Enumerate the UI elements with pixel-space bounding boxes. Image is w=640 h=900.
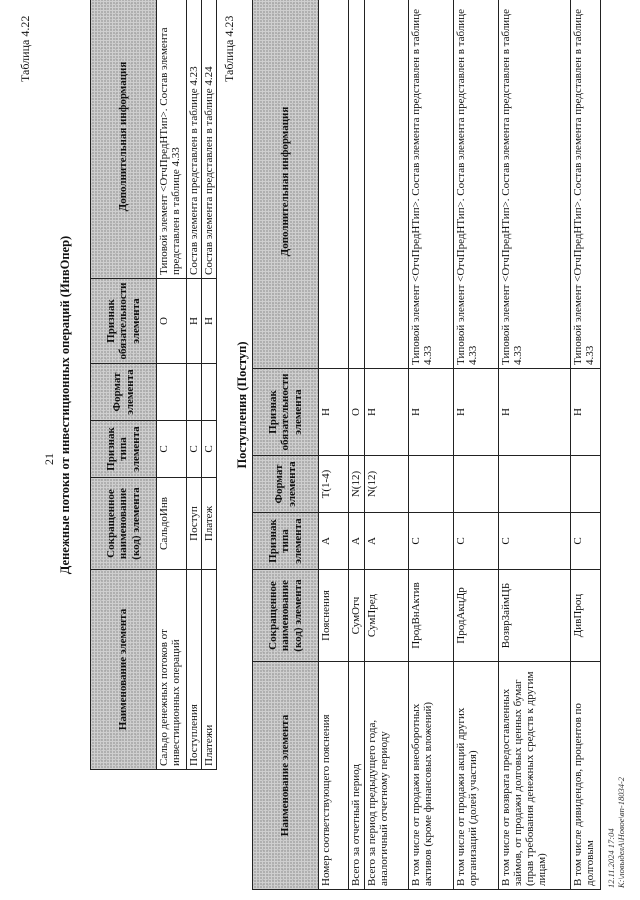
cell-info: Типовой элемент <ОтчПредНТип>. Состав элемента представлен в таблице 4.33 xyxy=(157,0,187,279)
cell-required: Н xyxy=(365,369,409,456)
cell-code: ПродВнАктив xyxy=(409,570,454,662)
cell-name: Номер соответствующего пояснения xyxy=(319,662,349,890)
cell-required: Н xyxy=(571,369,601,456)
cell-format xyxy=(499,456,571,513)
document-footer xyxy=(607,777,627,888)
cell-format: N(12) xyxy=(365,456,409,513)
cell-info xyxy=(349,0,365,369)
cell-required: Н xyxy=(187,279,202,364)
header-format: Формат элемента xyxy=(91,364,157,421)
table-row xyxy=(409,0,454,890)
cell-info: Типовой элемент <ОтчПредНТип>. Состав элемента представлен в таблице 4.33 xyxy=(571,0,601,369)
cell-format xyxy=(187,364,202,421)
cell-required: Н xyxy=(202,279,217,364)
cell-name: В том числе дивидендов, процентов по долговым xyxy=(571,662,601,890)
cell-name: В том числе от продажи внеоборотных активов (кроме финансовых вложений) xyxy=(409,662,454,890)
cell-name: Всего за отчетный период xyxy=(349,662,365,890)
table-4-23-header-row xyxy=(253,0,319,890)
cell-format xyxy=(157,364,187,421)
cell-format xyxy=(409,456,454,513)
cell-name: Сальдо денежных потоков от инвестиционных операций xyxy=(157,570,187,770)
cell-type: А xyxy=(319,513,349,570)
header-code: Сокращенное наименование (код) элемента xyxy=(253,570,319,662)
page-number: 21 xyxy=(42,453,56,465)
table-4-22-label: Таблица 4.22 xyxy=(18,15,32,82)
cell-code: СумОтч xyxy=(349,570,365,662)
cell-type: С xyxy=(202,421,217,478)
table-row xyxy=(349,0,365,890)
cell-code: ВозврЗаймЦБ xyxy=(499,570,571,662)
footer-timestamp: 12.11.2024 17:04 xyxy=(606,828,616,888)
table-4-22-title: Денежные потоки от инвестиционных операций (ИнвОпер) xyxy=(58,235,72,575)
header-required: Признак обязательности элемента xyxy=(91,279,157,364)
cell-type: С xyxy=(499,513,571,570)
cell-info: Типовой элемент <ОтчПредНТип>. Состав элемента представлен в таблице 4.33 xyxy=(409,0,454,369)
cell-type: А xyxy=(349,513,365,570)
cell-code: Пояснения xyxy=(319,570,349,662)
cell-name: Поступления xyxy=(187,570,202,770)
cell-required: Н xyxy=(319,369,349,456)
cell-required: Н xyxy=(454,369,499,456)
header-name: Наименование элемента xyxy=(253,662,319,890)
cell-code: ДивПроц xyxy=(571,570,601,662)
table-4-22 xyxy=(90,0,217,770)
cell-info xyxy=(319,0,349,369)
cell-type: С xyxy=(187,421,202,478)
cell-required: О xyxy=(157,279,187,364)
table-4-22-header-row xyxy=(91,0,157,770)
header-name: Наименование элемента xyxy=(91,570,157,770)
cell-code: СальдоИнв xyxy=(157,478,187,570)
cell-name: В том числе от возврата предоставленных займов, от продажи долговых ценных бумаг (прав требования денежных средств к другим лицам) xyxy=(499,662,571,890)
cell-type: С xyxy=(409,513,454,570)
cell-required: Н xyxy=(409,369,454,456)
cell-info: Типовой элемент <ОтчПредНТип>. Состав элемента представлен в таблице 4.33 xyxy=(499,0,571,369)
cell-info: Состав элемента представлен в таблице 4.23 xyxy=(187,0,202,279)
table-4-23-label: Таблица 4.23 xyxy=(222,15,236,82)
cell-info xyxy=(365,0,409,369)
table-row xyxy=(202,0,217,770)
cell-code: Платеж xyxy=(202,478,217,570)
header-format: Формат элемента xyxy=(253,456,319,513)
cell-code: СумПред xyxy=(365,570,409,662)
cell-name: Всего за период предыдущего года, аналогичный отчетному периоду xyxy=(365,662,409,890)
header-required: Признак обязательности элемента xyxy=(253,369,319,456)
table-row xyxy=(187,0,202,770)
header-code: Сокращенное наименование (код) элемента xyxy=(91,478,157,570)
table-row xyxy=(365,0,409,890)
cell-format xyxy=(571,456,601,513)
header-info: Дополнительная информация xyxy=(91,0,157,279)
cell-info: Типовой элемент <ОтчПредНТип>. Состав элемента представлен в таблице 4.33 xyxy=(454,0,499,369)
cell-required: О xyxy=(349,369,365,456)
cell-name: В том числе от продажи акций других организаций (долей участия) xyxy=(454,662,499,890)
cell-type: С xyxy=(571,513,601,570)
table-row xyxy=(319,0,349,890)
table-row xyxy=(499,0,571,890)
cell-name: Платежи xyxy=(202,570,217,770)
cell-format: T(1-4) xyxy=(319,456,349,513)
header-info: Дополнительная информация xyxy=(253,0,319,369)
cell-info: Состав элемента представлен в таблице 4.24 xyxy=(202,0,217,279)
table-row xyxy=(454,0,499,890)
cell-format xyxy=(202,364,217,421)
cell-format xyxy=(454,456,499,513)
cell-type: А xyxy=(365,513,409,570)
footer-path: К:\ловыделА\Новое\вп-18034-2 xyxy=(615,776,626,888)
header-type: Признак типа элемента xyxy=(253,513,319,570)
table-4-23 xyxy=(252,0,601,890)
table-row xyxy=(571,0,601,890)
cell-type: С xyxy=(157,421,187,478)
header-type: Признак типа элемента xyxy=(91,421,157,478)
table-row xyxy=(157,0,187,770)
cell-code: Поступ xyxy=(187,478,202,570)
cell-code: ПродАкцДр xyxy=(454,570,499,662)
cell-required: Н xyxy=(499,369,571,456)
table-4-23-title: Поступления (Поступ) xyxy=(235,341,249,469)
cell-type: С xyxy=(454,513,499,570)
cell-format: N(12) xyxy=(349,456,365,513)
